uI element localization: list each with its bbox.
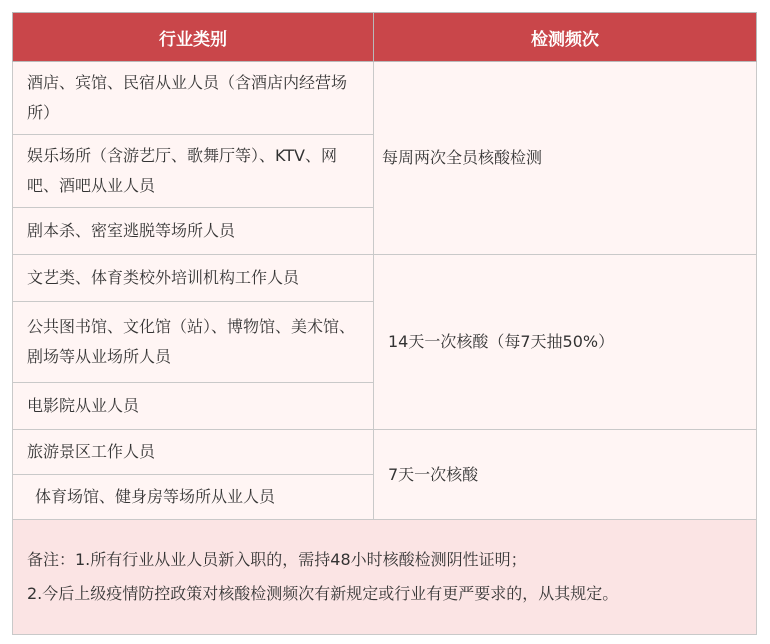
industry-cell: 体育场馆、健身房等场所从业人员 (13, 475, 374, 520)
note-line-1: 备注：1.所有行业从业人员新入职的，需持48小时核酸检测阴性证明； (27, 550, 527, 569)
table-row (13, 430, 757, 475)
table-row (13, 255, 757, 302)
industry-cell: 公共图书馆、文化馆（站）、博物馆、美术馆、剧场等从业场所人员 (13, 302, 374, 383)
industry-cell: 剧本杀、密室逃脱等场所人员 (13, 208, 374, 255)
header-industry-category: 行业类别 (13, 13, 374, 62)
notes-row (13, 520, 757, 635)
industry-cell: 电影院从业人员 (13, 383, 374, 430)
table-header-row (13, 13, 757, 62)
frequency-cell: 每周两次全员核酸检测 (374, 62, 757, 255)
notes-cell (13, 520, 757, 635)
industry-cell: 文艺类、体育类校外培训机构工作人员 (13, 255, 374, 302)
frequency-cell: 7天一次核酸 (374, 430, 757, 520)
industry-cell: 酒店、宾馆、民宿从业人员（含酒店内经营场所） (13, 62, 374, 135)
header-testing-frequency: 检测频次 (374, 13, 757, 62)
frequency-cell: 14天一次核酸（每7天抽50%） (374, 255, 757, 430)
frequency-table-container (12, 12, 756, 635)
table-row (13, 62, 757, 135)
note-line-2: 2.今后上级疫情防控政策对核酸检测频次有新规定或行业有更严要求的，从其规定。 (27, 584, 619, 603)
industry-cell: 旅游景区工作人员 (13, 430, 374, 475)
industry-cell: 娱乐场所（含游艺厅、歌舞厅等）、KTV、网吧、酒吧从业人员 (13, 135, 374, 208)
testing-frequency-table (12, 12, 757, 635)
